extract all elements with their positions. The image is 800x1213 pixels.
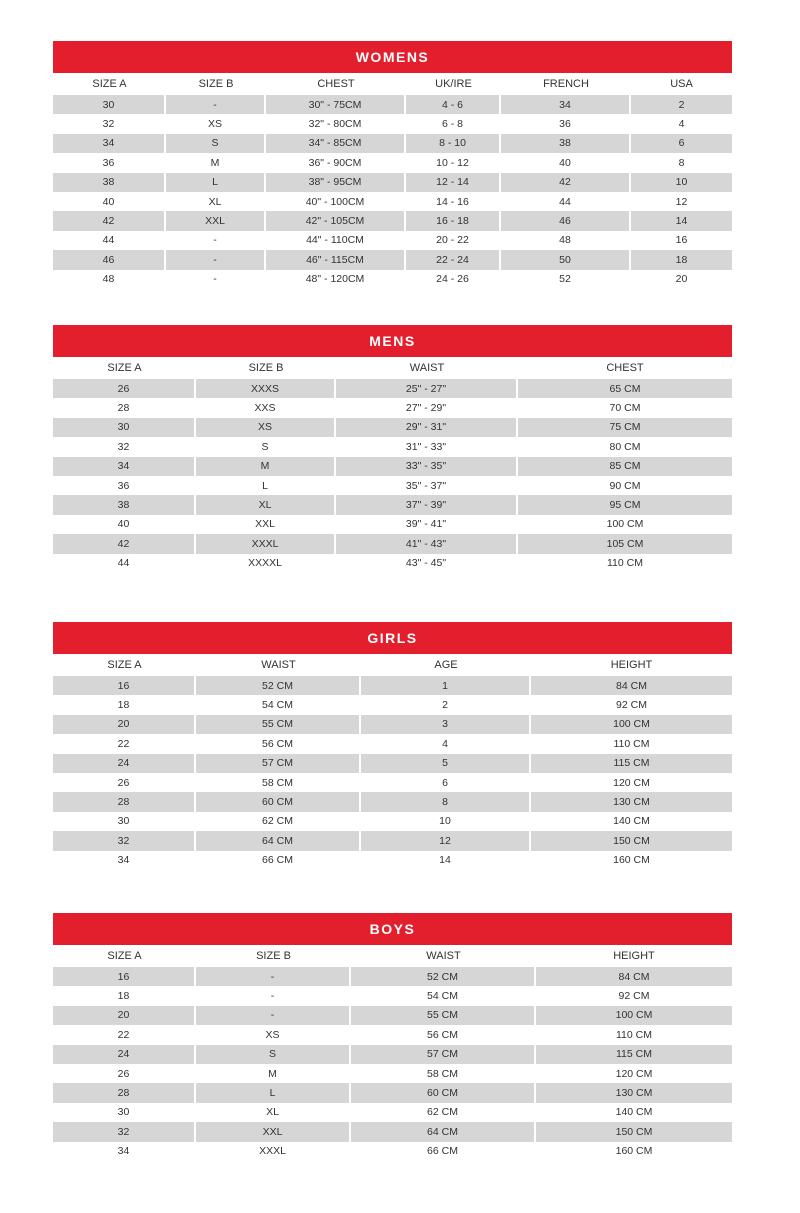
table-cell: 90 CM: [609, 479, 641, 492]
table-cell: 64 CM: [196, 831, 361, 850]
table-cell: 85 CM: [518, 457, 732, 476]
table-row: [53, 715, 732, 734]
table-row: [53, 734, 732, 753]
table-cell: 62 CM: [196, 812, 361, 831]
table-cell: 26: [53, 773, 196, 792]
table-cell: XXXL: [196, 1142, 351, 1161]
table-cell: 37" - 39": [336, 495, 518, 514]
table-cell: 58 CM: [196, 773, 361, 792]
table-cell: 4: [361, 734, 531, 753]
table-cell: 27" - 29": [336, 398, 518, 417]
table-cell: 35" - 37": [336, 476, 518, 495]
table-cell: 46: [501, 211, 631, 230]
table-row: [53, 134, 732, 153]
table-cell: 6: [361, 773, 531, 792]
table-cell: 20 - 22: [406, 231, 501, 250]
table-row: [53, 554, 732, 573]
table-cell: 6 - 8: [406, 114, 501, 133]
table-cell: 6: [631, 134, 732, 153]
table-cell: L: [166, 173, 266, 192]
table-row: [53, 1006, 732, 1025]
table-cell: 18: [53, 986, 196, 1005]
table-cell: 12: [361, 831, 531, 850]
column-header: CHEST: [606, 362, 644, 374]
table-cell: 26: [53, 379, 196, 398]
table-cell: 12: [675, 195, 688, 208]
column-header: SIZE A: [107, 362, 142, 374]
table-cell: -: [166, 250, 266, 269]
table-cell: 100 CM: [531, 715, 732, 734]
column-header: WAIST: [409, 362, 445, 374]
boys-header: BOYS: [53, 913, 732, 945]
table-row: [53, 418, 732, 437]
table-cell: 28: [53, 1083, 196, 1102]
table-cell: 30: [53, 812, 196, 831]
table-cell: 32: [53, 437, 196, 456]
column-header: HEIGHT: [610, 659, 653, 671]
table-cell: 34: [501, 95, 631, 114]
table-cell: 110 CM: [613, 737, 650, 750]
table-cell: 34: [53, 1142, 196, 1161]
table-row: [53, 515, 732, 534]
column-header: CHEST: [317, 78, 355, 90]
table-cell: 105 CM: [518, 534, 732, 553]
table-cell: XXXL: [196, 534, 336, 553]
table-cell: 32" - 80CM: [266, 114, 406, 133]
table-cell: 44: [501, 192, 631, 211]
table-cell: 110 CM: [616, 1028, 652, 1041]
table-row: [53, 1103, 732, 1122]
table-cell: 8: [678, 156, 685, 169]
table-cell: 31" - 33": [336, 437, 518, 456]
table-cell: 130 CM: [536, 1083, 732, 1102]
table-cell: 34: [53, 851, 196, 870]
mens-table: [53, 357, 732, 573]
table-cell: L: [196, 476, 336, 495]
table-row: [53, 437, 732, 456]
mens-table-body: [53, 379, 732, 573]
table-cell: 32: [53, 114, 166, 133]
table-cell: 100 CM: [536, 1006, 732, 1025]
table-cell: 160 CM: [615, 1145, 653, 1158]
table-cell: 28: [53, 398, 196, 417]
table-cell: 110 CM: [607, 557, 643, 570]
table-cell: 28: [53, 792, 196, 811]
table-cell: XS: [196, 1025, 351, 1044]
table-cell: 3: [361, 715, 531, 734]
table-row: [53, 114, 732, 133]
column-header: SIZE B: [248, 362, 284, 374]
table-row: [53, 1064, 732, 1083]
table-cell: S: [166, 134, 266, 153]
table-cell: 18: [631, 250, 732, 269]
table-cell: 42" - 105CM: [266, 211, 406, 230]
table-cell: 16: [675, 234, 688, 247]
table-cell: 84 CM: [536, 967, 732, 986]
table-cell: 2: [361, 695, 531, 714]
column-header: WAIST: [261, 659, 296, 671]
table-cell: 75 CM: [518, 418, 732, 437]
table-cell: 36: [501, 114, 631, 133]
table-cell: 42: [53, 534, 196, 553]
table-cell: 54 CM: [196, 695, 361, 714]
womens-table: [53, 73, 732, 289]
table-cell: 52 CM: [351, 967, 536, 986]
table-cell: 38: [53, 495, 196, 514]
table-cell: 8 - 10: [406, 134, 501, 153]
table-cell: 4 - 6: [406, 95, 501, 114]
table-cell: 44" - 110CM: [266, 231, 406, 250]
table-cell: M: [196, 457, 336, 476]
girls-table-body: [53, 676, 732, 870]
table-cell: 20: [53, 1006, 196, 1025]
table-cell: 16 - 18: [406, 211, 501, 230]
table-cell: 39" - 41": [336, 515, 518, 534]
table-row: [53, 270, 732, 289]
column-header: USA: [670, 78, 693, 90]
table-cell: 10 - 12: [406, 153, 501, 172]
table-cell: 30: [53, 95, 166, 114]
boys-table: [53, 945, 732, 1161]
table-cell: 18: [53, 695, 196, 714]
table-cell: XXXS: [196, 379, 336, 398]
table-row: [53, 851, 732, 870]
table-cell: 40: [501, 153, 631, 172]
table-row: [53, 495, 732, 514]
table-cell: XL: [196, 495, 336, 514]
table-cell: XXXXL: [196, 554, 336, 573]
table-cell: 25" - 27": [336, 379, 518, 398]
table-row: [53, 250, 732, 269]
table-cell: 22: [53, 1025, 196, 1044]
table-cell: 16: [53, 967, 196, 986]
table-row: [53, 192, 732, 211]
table-cell: 24 - 26: [406, 270, 501, 289]
table-cell: XXS: [196, 398, 336, 417]
table-cell: 140 CM: [613, 815, 650, 828]
table-cell: 54 CM: [351, 986, 536, 1005]
table-cell: 40" - 100CM: [266, 192, 406, 211]
table-cell: XXL: [196, 515, 336, 534]
table-cell: 41" - 43": [336, 534, 518, 553]
table-cell: XS: [166, 114, 266, 133]
boys-table-head: [53, 945, 732, 967]
table-row: [53, 379, 732, 398]
table-row: [53, 812, 732, 831]
table-row: [53, 695, 732, 714]
column-header: UK/IRE: [435, 78, 472, 90]
table-cell: 43" - 45": [336, 554, 518, 573]
table-cell: -: [196, 1006, 351, 1025]
womens-table-head: [53, 73, 732, 95]
table-cell: 30: [53, 1103, 196, 1122]
table-row: [53, 476, 732, 495]
table-cell: 30: [53, 418, 196, 437]
womens-header-row: [53, 73, 732, 95]
table-cell: L: [196, 1083, 351, 1102]
table-row: [53, 95, 732, 114]
table-cell: 40: [53, 515, 196, 534]
column-header: AGE: [434, 659, 458, 671]
table-cell: -: [166, 95, 266, 114]
girls-header-row: [53, 654, 732, 676]
table-cell: 8: [361, 792, 531, 811]
column-header: SIZE A: [92, 78, 127, 90]
girls-size-chart: [53, 622, 732, 870]
table-cell: 46" - 115CM: [266, 250, 406, 269]
column-header: WAIST: [426, 950, 461, 962]
table-cell: 32: [53, 1122, 196, 1141]
table-cell: 84 CM: [531, 676, 732, 695]
table-cell: 50: [501, 250, 631, 269]
mens-table-head: [53, 357, 732, 379]
table-cell: 44: [53, 554, 196, 573]
table-cell: 14 - 16: [406, 192, 501, 211]
table-cell: 55 CM: [196, 715, 361, 734]
table-cell: 66 CM: [351, 1142, 536, 1161]
womens-table-body: [53, 95, 732, 289]
table-row: [53, 1142, 732, 1161]
table-cell: -: [196, 967, 351, 986]
table-cell: 92 CM: [618, 990, 650, 1003]
table-cell: 62 CM: [351, 1103, 536, 1122]
table-cell: M: [196, 1064, 351, 1083]
table-cell: 60 CM: [196, 792, 361, 811]
table-cell: 160 CM: [613, 854, 650, 867]
table-cell: XS: [196, 418, 336, 437]
table-cell: 16: [53, 676, 196, 695]
table-cell: S: [196, 437, 336, 456]
table-cell: 22 - 24: [406, 250, 501, 269]
table-row: [53, 398, 732, 417]
table-cell: 80 CM: [609, 440, 641, 453]
table-cell: 36: [53, 476, 196, 495]
womens-header: WOMENS: [53, 41, 732, 73]
table-cell: 120 CM: [615, 1067, 653, 1080]
table-cell: 64 CM: [351, 1122, 536, 1141]
table-row: [53, 211, 732, 230]
table-cell: 20: [53, 715, 196, 734]
table-cell: 140 CM: [615, 1106, 653, 1119]
table-cell: -: [166, 270, 266, 289]
table-cell: 38: [501, 134, 631, 153]
table-cell: 20: [675, 273, 688, 286]
table-row: [53, 534, 732, 553]
girls-table-head: [53, 654, 732, 676]
table-cell: S: [196, 1045, 351, 1064]
table-row: [53, 457, 732, 476]
table-row: [53, 1122, 732, 1141]
column-header: SIZE A: [107, 950, 142, 962]
table-row: [53, 831, 732, 850]
table-cell: 57 CM: [351, 1045, 536, 1064]
table-row: [53, 986, 732, 1005]
table-cell: 34: [53, 134, 166, 153]
table-cell: 26: [53, 1064, 196, 1083]
boys-header-row: [53, 945, 732, 967]
table-cell: 52: [501, 270, 631, 289]
table-cell: 44: [53, 231, 166, 250]
table-cell: 34: [53, 457, 196, 476]
table-cell: 4: [678, 118, 685, 131]
table-cell: 40: [53, 192, 166, 211]
mens-header: MENS: [53, 325, 732, 357]
table-cell: 100 CM: [606, 518, 644, 531]
table-row: [53, 773, 732, 792]
table-cell: -: [166, 231, 266, 250]
table-cell: 56 CM: [351, 1025, 536, 1044]
table-cell: 115 CM: [531, 754, 732, 773]
table-cell: 38" - 95CM: [266, 173, 406, 192]
table-cell: 65 CM: [518, 379, 732, 398]
table-cell: 1: [361, 676, 531, 695]
girls-header: GIRLS: [53, 622, 732, 654]
table-cell: 60 CM: [351, 1083, 536, 1102]
table-cell: 14: [361, 851, 531, 870]
column-header: SIZE B: [198, 78, 234, 90]
table-row: [53, 676, 732, 695]
table-row: [53, 792, 732, 811]
table-cell: 95 CM: [518, 495, 732, 514]
table-cell: 52 CM: [196, 676, 361, 695]
table-cell: 10: [361, 812, 531, 831]
table-cell: 150 CM: [536, 1122, 732, 1141]
table-row: [53, 1045, 732, 1064]
table-cell: 34" - 85CM: [266, 134, 406, 153]
table-cell: 70 CM: [609, 402, 641, 415]
table-cell: 14: [631, 211, 732, 230]
womens-size-chart: [53, 41, 732, 289]
column-header: HEIGHT: [613, 950, 655, 962]
table-cell: M: [166, 153, 266, 172]
table-cell: 42: [53, 211, 166, 230]
mens-size-chart: [53, 325, 732, 573]
table-cell: 46: [53, 250, 166, 269]
table-cell: 36: [53, 153, 166, 172]
table-cell: 150 CM: [531, 831, 732, 850]
table-cell: XXL: [166, 211, 266, 230]
table-cell: 38: [53, 173, 166, 192]
table-row: [53, 754, 732, 773]
table-cell: 32: [53, 831, 196, 850]
table-cell: 120 CM: [613, 776, 650, 789]
table-cell: 115 CM: [536, 1045, 732, 1064]
table-cell: 5: [361, 754, 531, 773]
table-cell: XXL: [196, 1122, 351, 1141]
table-row: [53, 153, 732, 172]
table-cell: 48" - 120CM: [266, 270, 406, 289]
mens-header-row: [53, 357, 732, 379]
table-row: [53, 231, 732, 250]
table-cell: 30" - 75CM: [266, 95, 406, 114]
table-cell: 29" - 31": [336, 418, 518, 437]
table-cell: 33" - 35": [336, 457, 518, 476]
table-cell: 24: [53, 754, 196, 773]
table-cell: 24: [53, 1045, 196, 1064]
table-cell: XL: [196, 1103, 351, 1122]
table-cell: XL: [166, 192, 266, 211]
table-cell: 57 CM: [196, 754, 361, 773]
table-cell: 130 CM: [531, 792, 732, 811]
table-cell: 92 CM: [616, 699, 647, 712]
table-cell: 58 CM: [351, 1064, 536, 1083]
table-cell: 22: [53, 734, 196, 753]
table-cell: 42: [501, 173, 631, 192]
table-cell: 56 CM: [196, 734, 361, 753]
table-row: [53, 967, 732, 986]
table-cell: -: [196, 986, 351, 1005]
table-cell: 12 - 14: [406, 173, 501, 192]
column-header: SIZE A: [107, 659, 142, 671]
boys-size-chart: [53, 913, 732, 1161]
column-header: FRENCH: [543, 78, 589, 90]
boys-table-body: [53, 967, 732, 1161]
girls-table: [53, 654, 732, 870]
table-cell: 36" - 90CM: [266, 153, 406, 172]
table-row: [53, 1025, 732, 1044]
table-row: [53, 1083, 732, 1102]
table-row: [53, 173, 732, 192]
table-cell: 55 CM: [351, 1006, 536, 1025]
table-cell: 48: [501, 231, 631, 250]
table-cell: 2: [631, 95, 732, 114]
table-cell: 48: [53, 270, 166, 289]
table-cell: 10: [631, 173, 732, 192]
column-header: SIZE B: [256, 950, 291, 962]
table-cell: 66 CM: [196, 851, 361, 870]
